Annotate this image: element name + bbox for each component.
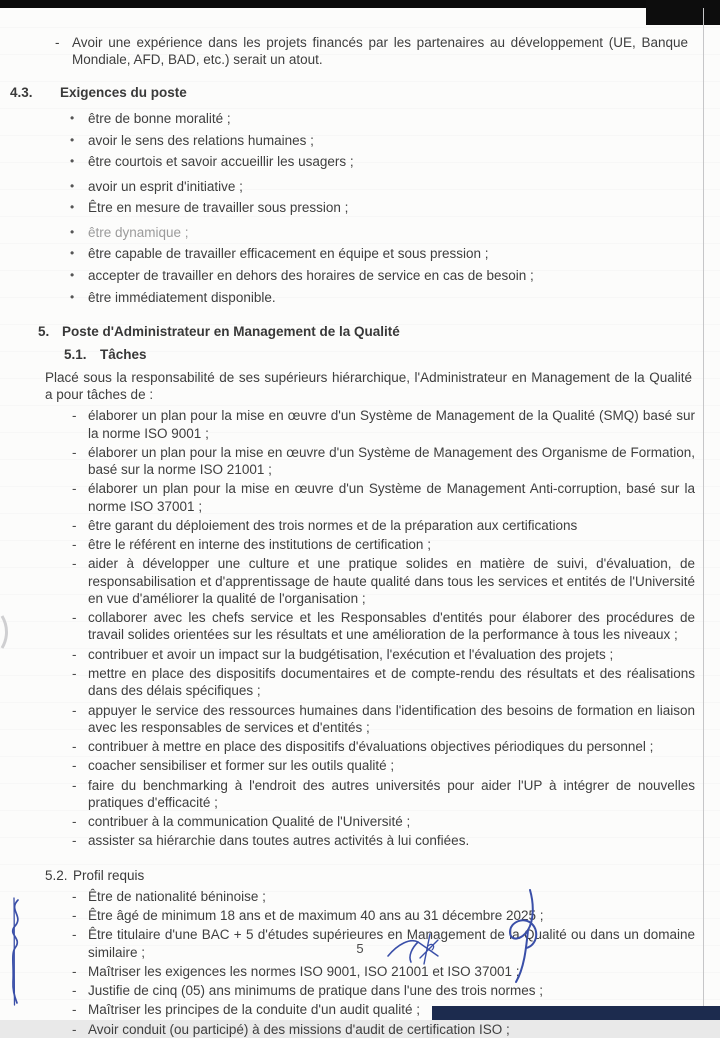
profile-item	[72, 888, 695, 905]
task-item	[72, 738, 695, 755]
scan-smudge	[0, 612, 12, 652]
task-item	[72, 757, 695, 774]
section-5-1-heading	[0, 346, 720, 363]
section-number: 5.2.	[45, 867, 68, 883]
dash-marker: -	[72, 739, 77, 755]
profile-item	[72, 1021, 695, 1038]
dash-marker: -	[72, 665, 77, 681]
bullet-item	[70, 267, 690, 284]
task-item	[72, 665, 695, 700]
bullet-marker: •	[70, 132, 75, 147]
task-item	[72, 777, 695, 812]
dash-marker: -	[55, 35, 60, 50]
dash-marker: -	[72, 777, 77, 793]
task-item-text: être le référent en interne des institutions de certification ;	[88, 537, 431, 553]
task-item-text: coacher sensibiliser et former sur les outils qualité ;	[88, 758, 395, 774]
dash-marker: -	[72, 814, 77, 830]
bullet-marker: •	[70, 200, 75, 215]
profile-item-text: Justifie de cinq (05) ans minimums de pratique dans l'une des trois normes ;	[88, 983, 544, 999]
task-item	[72, 480, 695, 515]
task-item	[72, 517, 695, 534]
bullet-item-text: avoir un esprit d'initiative ;	[88, 178, 243, 194]
task-item	[72, 609, 695, 644]
task-item	[72, 702, 695, 737]
profile-item-text: Avoir conduit (ou participé) à des missions d'audit de certification ISO ;	[88, 1021, 510, 1037]
section-title: Poste d'Administrateur en Management de la Qualité	[62, 324, 400, 340]
bullet-marker: •	[70, 154, 75, 169]
task-item-text: élaborer un plan pour la mise en œuvre d'un Système de Management des Organisme de Formation, basé sur la norme ISO 21001 ;	[88, 444, 695, 478]
profile-item	[72, 963, 695, 980]
profile-item-text: Maîtriser les principes de la conduite d'un audit qualité ;	[88, 1002, 421, 1018]
profile-item-text: Maîtriser les exigences les normes ISO 9001, ISO 21001 et ISO 37001 ;	[88, 963, 520, 979]
requirements-bullet-list	[70, 110, 690, 306]
bullet-item-text: avoir le sens des relations humaines ;	[88, 132, 314, 148]
bullet-marker: •	[70, 246, 75, 261]
page-number: 5	[356, 941, 364, 956]
task-item-text: être garant du déploiement des trois normes et de la préparation aux certifications	[88, 517, 578, 533]
bullet-item-text: accepter de travailler en dehors des horaires de service en cas de besoin ;	[88, 268, 534, 284]
profile-item	[72, 982, 695, 999]
profile-item-text: Être titulaire d'une BAC + 5 d'études supérieures en Management de la Qualité ou dans un domaine similaire ;	[88, 927, 695, 960]
section-5-2-heading	[0, 867, 720, 884]
bullet-item-text: Être en mesure de travailler sous pression ;	[88, 200, 349, 216]
dash-marker: -	[72, 610, 77, 626]
section-number: 4.3.	[10, 84, 33, 100]
section-number: 5.	[38, 324, 50, 340]
bullet-item	[70, 132, 690, 149]
bullet-marker: •	[70, 110, 75, 125]
section-title: Exigences du poste	[60, 84, 187, 100]
task-item-text: faire du benchmarking à l'endroit des autres universités pour aider l'UP à intégrer de nouvelles pratiques d'efficacité ;	[88, 777, 695, 810]
experience-note	[55, 34, 688, 69]
section-5-heading	[0, 323, 720, 340]
bullet-item	[70, 153, 690, 170]
section-title: Profil requis	[73, 867, 145, 883]
scan-artifact-bottom-right-bar	[432, 1006, 720, 1020]
experience-note-text: Avoir une expérience dans les projets financés par les partenaires au développement (UE, Banque Mondiale, AFD, BAD, etc.) serait un atout.	[72, 35, 688, 68]
profile-item-text: Être âgé de minimum 18 ans et de maximum 40 ans au 31 décembre 2025 ;	[88, 908, 544, 924]
bullet-marker: •	[70, 178, 75, 193]
bullet-item	[70, 245, 690, 262]
task-item	[72, 407, 695, 442]
bullet-item	[70, 289, 690, 306]
task-item-text: contribuer à mettre en place des dispositifs d'évaluations objectives périodiques du personnel ;	[88, 739, 654, 755]
bullet-item-text: être immédiatement disponible.	[88, 289, 276, 305]
dash-marker: -	[72, 908, 77, 924]
section-number: 5.1.	[64, 347, 87, 363]
bullet-marker: •	[70, 224, 75, 239]
task-item-text: élaborer un plan pour la mise en œuvre d'un Système de Management Anti-corruption, basé sur la norme ISO 37001 ;	[88, 481, 695, 514]
dash-marker: -	[72, 702, 77, 718]
dash-marker: -	[72, 1021, 77, 1037]
task-item-text: contribuer à la communication Qualité de l'Université ;	[88, 814, 411, 830]
task-item	[72, 832, 695, 849]
task-item-text: mettre en place des dispositifs documentaires et de compte-rendu des résultats et des réalisations dans des délais spécifiques ;	[88, 665, 695, 699]
bullet-marker: •	[70, 268, 75, 283]
dash-marker: -	[72, 444, 77, 460]
dash-marker: -	[72, 927, 77, 943]
task-item	[72, 536, 695, 553]
tasks-intro-paragraph: Placé sous la responsabilité de ses supérieurs hiérarchique, l'Administrateur en Management de la Qualité a pour tâches de :	[45, 369, 692, 402]
task-item-text: contribuer et avoir un impact sur la budgétisation, l'exécution et l'évaluation des projets ;	[88, 646, 614, 662]
task-item-text: élaborer un plan pour la mise en œuvre d'un Système de Management de la Qualité (SMQ) basé sur la norme ISO 9001 ;	[88, 408, 695, 441]
bullet-item-text: être dynamique ;	[88, 224, 189, 240]
profile-item	[72, 907, 695, 924]
task-item-text: assister sa hiérarchie dans toutes autres activités à lui confiées.	[88, 833, 470, 849]
dash-marker: -	[72, 646, 77, 662]
section-4-3-heading	[0, 84, 720, 101]
task-item	[72, 813, 695, 830]
bullet-item	[70, 178, 690, 195]
task-item	[72, 444, 695, 479]
task-item	[72, 646, 695, 663]
dash-marker: -	[72, 517, 77, 533]
dash-marker: -	[72, 408, 77, 424]
bullet-item	[70, 224, 690, 241]
bullet-marker: •	[70, 289, 75, 304]
profile-item-text: Être de nationalité béninoise ;	[88, 888, 266, 904]
dash-marker: -	[72, 758, 77, 774]
task-item-text: appuyer le service des ressources humaines dans l'identification des besoins de formation en liaison avec les responsables de services et d'entités ;	[88, 702, 695, 735]
dash-marker: -	[72, 537, 77, 553]
tasks-list	[72, 407, 695, 849]
dash-marker: -	[72, 556, 77, 572]
dash-marker: -	[72, 983, 77, 999]
bullet-item	[70, 110, 690, 127]
bullet-item-text: être capable de travailler efficacement en équipe et sous pression ;	[88, 246, 489, 262]
task-item	[72, 555, 695, 607]
bullet-item-text: être de bonne moralité ;	[88, 110, 231, 126]
bullet-item-text: être courtois et savoir accueillir les usagers ;	[88, 154, 354, 170]
task-item-text: aider à développer une culture et une pratique solides en matière de suivi, d'évaluation, de responsabilisation et d'apprentissage de haute qualité dans tous les services et entités de l'Université en vue d'améliorer la qualité de l'organisation ;	[88, 556, 695, 606]
dash-marker: -	[72, 888, 77, 904]
dash-marker: -	[72, 1002, 77, 1018]
task-item-text: collaborer avec les chefs service et les Responsables d'entités pour élaborer des procédures de travail solides orientées sur les résultats et une amélioration de la performance à tous les niveaux ;	[88, 610, 695, 643]
bullet-item	[70, 199, 690, 216]
section-title: Tâches	[100, 347, 147, 363]
dash-marker: -	[72, 963, 77, 979]
dash-marker: -	[72, 481, 77, 497]
dash-marker: -	[72, 833, 77, 849]
